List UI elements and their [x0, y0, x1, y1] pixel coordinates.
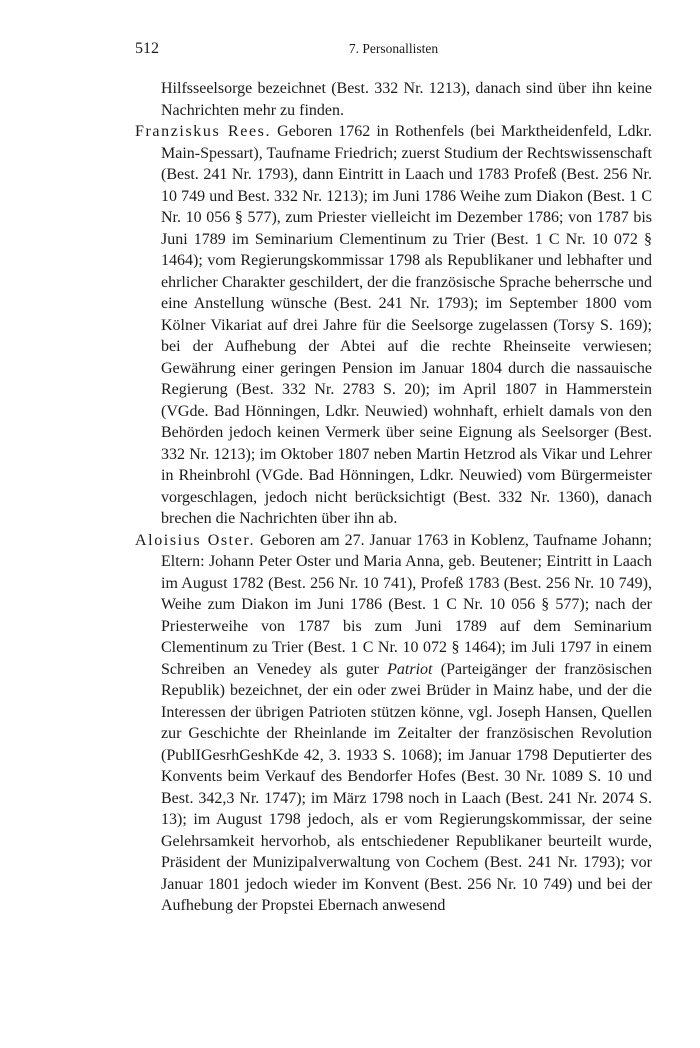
entry-name: Aloisius Oster.: [135, 531, 256, 549]
entry-aloisius-oster: [135, 530, 652, 917]
entry-franziskus-rees: [135, 121, 652, 530]
entry-text: Geboren 1762 in Rothenfels (bei Marktheidenfeld, Ldkr. Main-Spessart), Taufname Friedrich; zuerst Studium der Rechtswissenschaft (Best. 241 Nr. 1793), dann Eintritt in Laach und 1783 Profeß (Best. 256 Nr. 10 749 und Best. 332 Nr. 1213); im Juni 1786 Weihe zum Diakon (Best. 1 C Nr. 10 056 § 577), zum Priester vielleicht im Dezember 1786; von 1787 bis Juni 1789 im Seminarium Clementinum zu Trier (Best. 1 C Nr. 10 072 § 1464); vom Regierungskommissar 1798 als Republikaner und lebhafter und ehrlicher Charakter geschildert, der die französische Sprache beherrsche und eine Anstellung wünsche (Best. 241 Nr. 1793); im September 1800 vom Kölner Vikariat auf drei Jahre für die Seelsorge zugelassen (Torsy S. 169); bei der Aufhebung der Abtei auf die rechte Rheinseite verwiesen; Gewährung einer geringen Pension im Januar 1804 durch die nassauische Regierung (Best. 332 Nr. 2783 S. 20); im April 1807 in Hammerstein (VGde. Bad Hönningen, Ldkr. Neuwied) wohnhaft, erhielt damals von den Behörden jedoch keinen Vermerk über seine Eignung als Seelsorger (Best. 332 Nr. 1213); im Oktober 1807 neben Martin Hetzrod als Vikar und Lehrer in Rheinbrohl (VGde. Bad Hönningen, Ldkr. Neuwied) vom Bürgermeister vorgeschlagen, jedoch nicht berücksichtigt (Best. 332 Nr. 1360), danach brechen die Nachrichten über ihn ab.: [161, 123, 653, 527]
entry-italic-term: Patriot: [387, 660, 433, 678]
continuation-paragraph: [135, 78, 652, 121]
page-number: 512: [135, 40, 159, 57]
continuation-text: Hilfsseelsorge bezeichnet (Best. 332 Nr. 1213), danach sind über ihn keine Nachrichten mehr zu finden.: [161, 80, 652, 119]
running-title: 7. Personallisten: [348, 41, 439, 56]
entry-name: Franziskus Rees.: [135, 123, 272, 140]
entry-text: Geboren am 27. Januar 1763 in Koblenz, Taufname Johann; Eltern: Johann Peter Oster und Maria Anna, geb. Beutener; Eintritt in Laach im August 1782 (Best. 256 Nr. 10 741), Profeß 1783 (Best. 256 Nr. 10 749), Weihe zum Diakon im Juni 1786 (Best. 1 C Nr. 10 056 § 577); nach der Priesterweihe von 1787 bis zum Juni 1789 auf dem Seminarium Clementinum zu Trier (Best. 1 C Nr. 10 072 § 1464); im Juli 1797 in einem Schreiben an Venedey als guter: [161, 531, 652, 678]
entry-text-continued: (Parteigänger der französischen Republik) bezeichnet, der ein oder zwei Brüder in Mainz habe, und der die Interessen der übrigen Patrioten stützen könne, vgl. Joseph Hansen, Quellen zur Geschichte der Rheinlande im Zeitalter der französischen Revolution (PublIGesrhGeshKde 42, 3. 1933 S. 1068); im Januar 1798 Deputierter des Konvents beim Verkauf des Bendorfer Hofes (Best. 30 Nr. 1089 S. 10 und Best. 342,3 Nr. 1747); im März 1798 noch in Laach (Best. 241 Nr. 2074 S. 13); im August 1798 jedoch, als er vom Regierungskommissar, der seine Gelehrsamkeit hervorhob, als entschiedener Republikaner beurteilt wurde, Präsident der Munizipalverwaltung von Cochem (Best. 241 Nr. 1793); vor Januar 1801 jedoch wieder im Konvent (Best. 256 Nr. 10 749) und bei der Aufhebung der Propstei Ebernach anwesend: [161, 660, 652, 914]
body-text: [135, 78, 652, 917]
page-header: [135, 40, 652, 64]
